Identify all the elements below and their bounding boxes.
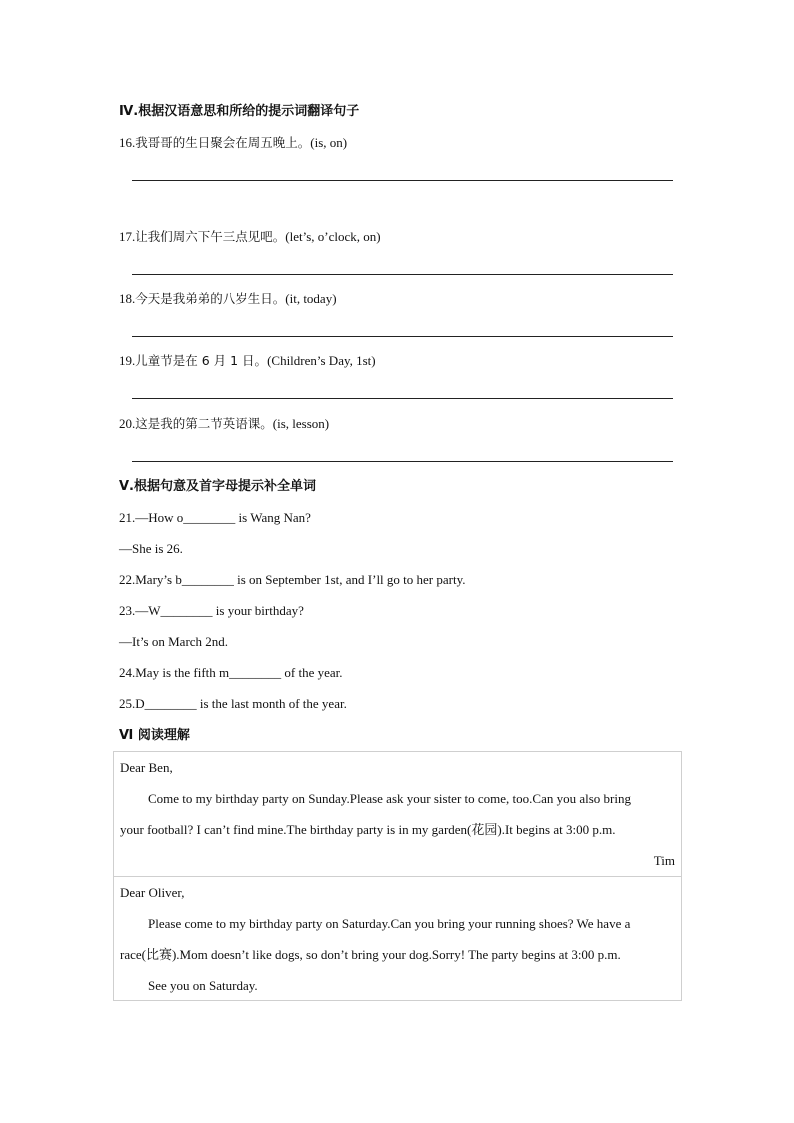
answer-line-17[interactable]	[132, 274, 673, 275]
question-20	[119, 416, 329, 432]
question-number: 18.	[119, 291, 136, 306]
answer-21: —She is 26.	[119, 541, 183, 556]
question-chinese: 儿童节是在 6 月 1 日。	[135, 353, 268, 368]
answer-line-20[interactable]	[132, 461, 673, 462]
letter-tim	[114, 752, 681, 877]
question-hint: (Children’s Day, 1st)	[267, 353, 376, 368]
question-23: 23.—W________ is your birthday?	[119, 603, 304, 618]
section-4-heading: Ⅳ.根据汉语意思和所给的提示词翻译句子	[119, 104, 360, 119]
answer-line-16[interactable]	[132, 180, 673, 181]
question-hint: (is, lesson)	[272, 416, 330, 431]
question-16	[119, 135, 347, 151]
question-19	[119, 353, 376, 369]
letter-body-line: your football? I can’t find mine.The birthday party is in my garden(花园).It begins at 3:00 p.m.	[120, 822, 616, 837]
letter-closing: See you on Saturday.	[148, 978, 258, 993]
question-21: 21.—How o________ is Wang Nan?	[119, 510, 311, 525]
letter-signature: Tim	[653, 853, 675, 868]
letter-body-line: Come to my birthday party on Sunday.Please ask your sister to come, too.Can you also bring	[148, 791, 631, 806]
question-17	[119, 229, 381, 245]
question-chinese: 我哥哥的生日聚会在周五晚上。	[135, 135, 311, 150]
question-chinese: 这是我的第二节英语课。	[135, 416, 273, 431]
question-18	[119, 291, 337, 307]
question-number: 17.	[119, 229, 136, 244]
question-22: 22.Mary’s b________ is on September 1st, and I’ll go to her party.	[119, 572, 466, 587]
question-hint: (let’s, o’clock, on)	[285, 229, 381, 244]
question-number: 19.	[119, 353, 136, 368]
question-hint: (is, on)	[310, 135, 348, 150]
letter-oliver	[114, 877, 681, 1000]
answer-23: —It’s on March 2nd.	[119, 634, 229, 649]
section-5-heading: Ⅴ.根据句意及首字母提示补全单词	[119, 479, 316, 494]
answer-line-18[interactable]	[132, 336, 673, 337]
question-number: 16.	[119, 135, 136, 150]
question-chinese: 让我们周六下午三点见吧。	[135, 229, 286, 244]
reading-passage-table	[113, 751, 682, 1001]
question-25: 25.D________ is the last month of the year.	[119, 696, 347, 711]
question-number: 20.	[119, 416, 136, 431]
question-chinese: 今天是我弟弟的八岁生日。	[135, 291, 286, 306]
letter-body-line: Please come to my birthday party on Saturday.Can you bring your running shoes? We have a	[148, 916, 631, 931]
question-24: 24.May is the fifth m________ of the year.	[119, 665, 343, 680]
letter-greeting: Dear Oliver,	[120, 885, 185, 900]
section-6-heading: Ⅵ 阅读理解	[119, 728, 190, 743]
answer-line-19[interactable]	[132, 398, 673, 399]
letter-greeting: Dear Ben,	[120, 760, 173, 775]
letter-body-line: race(比赛).Mom doesn’t like dogs, so don’t bring your dog.Sorry! The party begins at 3:00 p.m.	[120, 947, 621, 962]
question-hint: (it, today)	[285, 291, 337, 306]
